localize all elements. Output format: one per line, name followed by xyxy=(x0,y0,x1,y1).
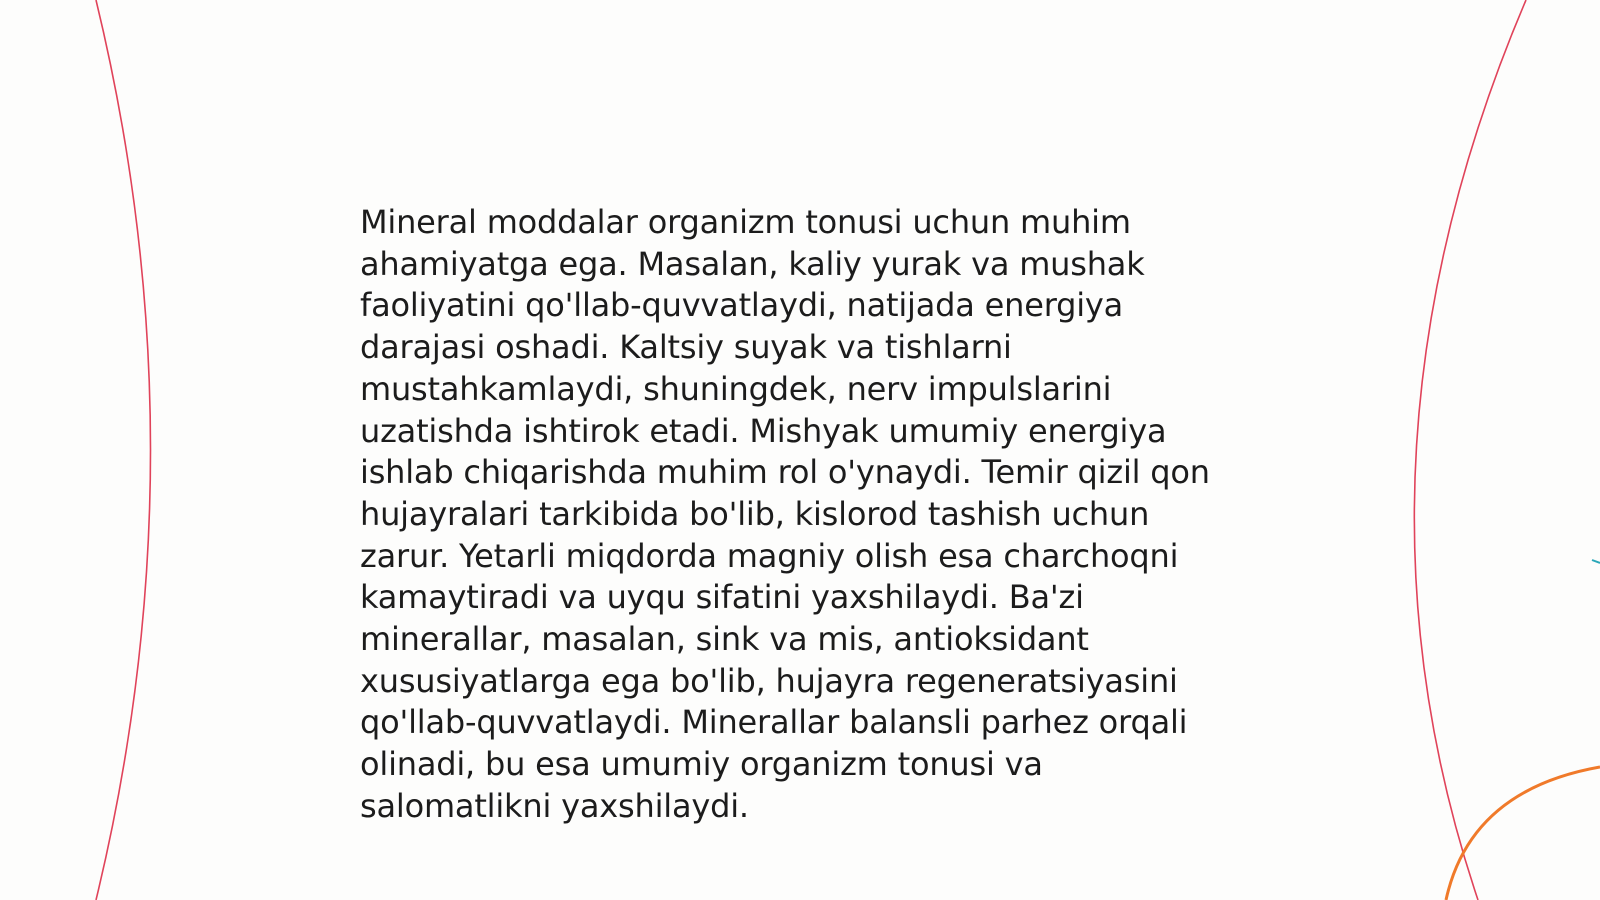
body-paragraph xyxy=(360,202,1260,828)
paragraph-line: darajasi oshadi. Kaltsiy suyak va tishlarni xyxy=(360,328,1012,367)
paragraph-line: mustahkamlaydi, shuningdek, nerv impulslarini xyxy=(360,369,1112,408)
paragraph-line: Mineral moddalar organizm tonusi uchun muhim xyxy=(360,203,1131,241)
paragraph-line: uzatishda ishtirok etadi. Mishyak umumiy energiya xyxy=(360,411,1167,450)
orange-circle-arc xyxy=(1446,767,1600,900)
paragraph-line: ahamiyatga ega. Masalan, kaliy yurak va mushak xyxy=(360,244,1145,283)
paragraph-line: salomatlikni yaxshilaydi. xyxy=(360,786,749,825)
paragraph-line: qo'llab-quvvatlaydi. Minerallar balansli parhez orqali xyxy=(360,703,1188,742)
paragraph-line: faoliyatini qo'llab-quvvatlaydi, natijada energiya xyxy=(360,286,1124,325)
paragraph-line: minerallar, masalan, sink va mis, antioksidant xyxy=(360,620,1089,659)
paragraph-line: xususiyatlarga ega bo'lib, hujayra regeneratsiyasini xyxy=(360,661,1178,700)
paragraph-line: kamaytiradi va uyqu sifatini yaxshilaydi. Ba'zi xyxy=(360,578,1084,617)
teal-accent-mark xyxy=(1592,560,1600,563)
paragraph-line: zarur. Yetarli miqdorda magniy olish esa charchoqni xyxy=(360,536,1179,575)
paragraph-line: ishlab chiqarishda muhim rol o'ynaydi. Temir qizil qon xyxy=(360,453,1210,492)
paragraph-line: olinadi, bu esa umumiy organizm tonusi va xyxy=(360,745,1043,784)
right-red-arc xyxy=(1414,0,1526,900)
left-red-arc xyxy=(96,0,151,900)
paragraph-line: hujayralari tarkibida bo'lib, kislorod tashish uchun xyxy=(360,494,1150,533)
